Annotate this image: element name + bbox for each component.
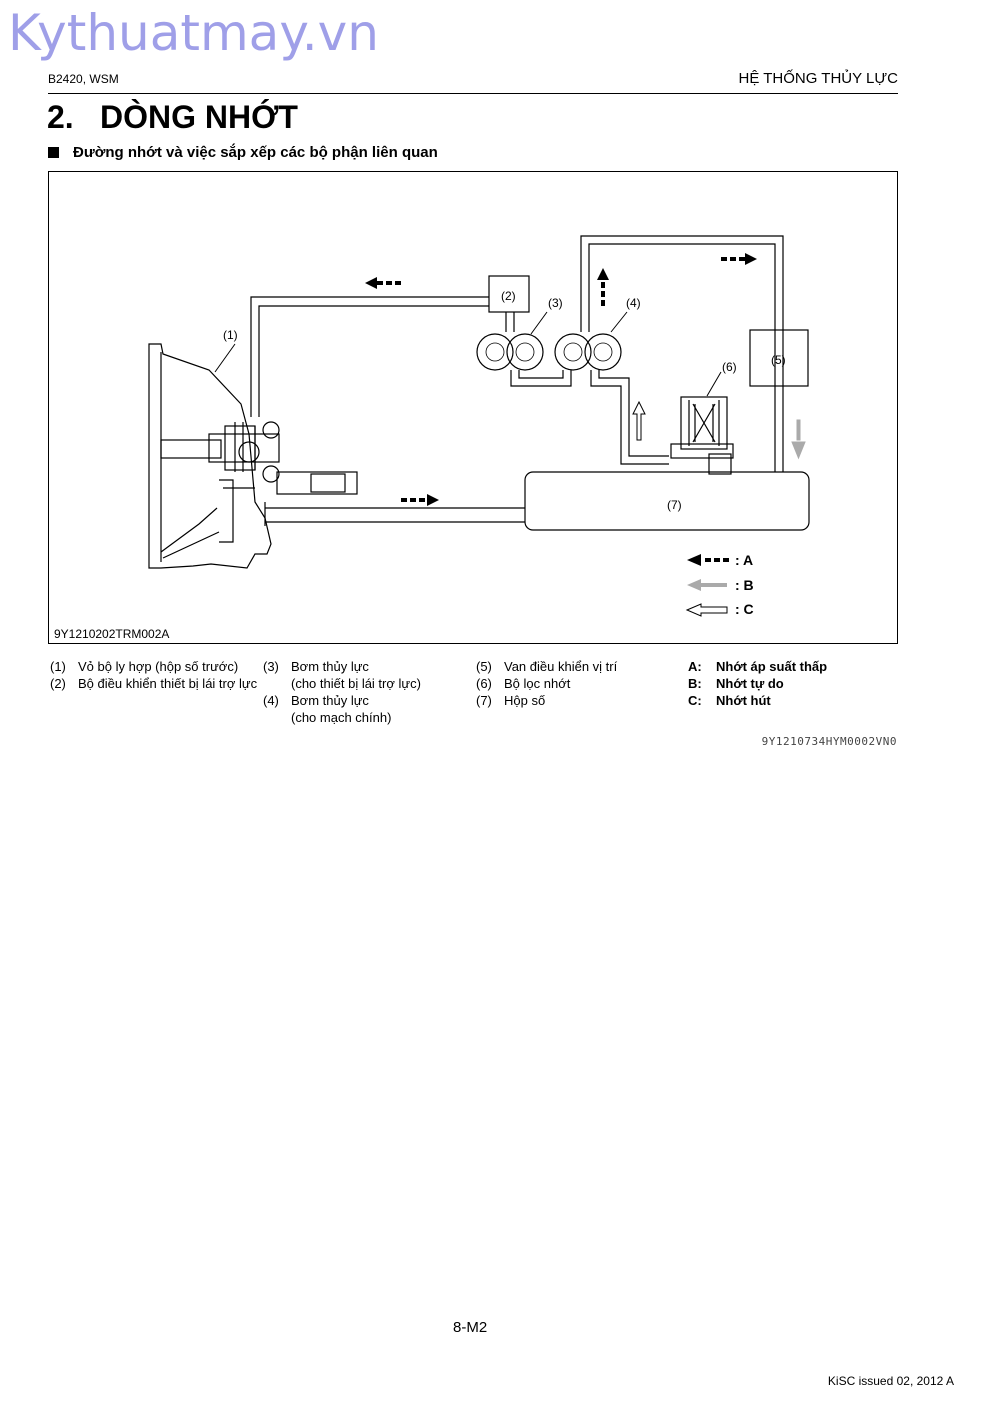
legend-item: C: Nhớt hút — [688, 693, 771, 708]
legend-col-4 — [688, 658, 827, 709]
bullet-square-icon — [48, 147, 59, 158]
legend-item: A: Nhớt áp suất thấp — [688, 659, 828, 674]
arrow-legend-c: : C — [735, 601, 754, 617]
document-code: 9Y1210734HYM0002VN0 — [761, 735, 897, 748]
watermark: Kythuatmay.vn — [8, 4, 379, 62]
legend-item-sub: (cho mạch chính) — [291, 710, 392, 725]
header-rule — [48, 93, 898, 94]
callout-7: (7) — [667, 498, 682, 512]
legend-item: (1) Vỏ bộ ly hợp (hộp số trước) — [50, 659, 239, 674]
legend-item: (2) Bộ điều khiển thiết bị lái trợ lực — [50, 676, 258, 691]
header-section: HỆ THỐNG THỦY LỰC — [738, 70, 898, 87]
callout-5: (5) — [771, 353, 786, 367]
diagram-svg — [49, 172, 897, 643]
callout-2: (2) — [501, 289, 516, 303]
callout-4: (4) — [626, 296, 641, 310]
legend-item: B: Nhớt tự do — [688, 676, 784, 691]
legend-item: (6) Bộ lọc nhớt — [476, 676, 571, 691]
page-number: 8-M2 — [453, 1319, 488, 1336]
legend-col-1 — [50, 658, 257, 692]
subtitle-text: Đường nhớt và việc sắp xếp các bộ phận liên quan — [73, 144, 438, 161]
page-title — [47, 99, 298, 136]
callout-3: (3) — [548, 296, 563, 310]
issue-info: KiSC issued 02, 2012 A — [827, 1374, 954, 1388]
legend-item: (7) Hộp số — [476, 693, 546, 708]
title-text: DÒNG NHỚT — [100, 99, 298, 135]
legend-item-sub: (cho thiết bị lái trợ lực) — [291, 676, 421, 691]
legend-item: (4) Bơm thủy lực — [263, 693, 369, 708]
oil-flow-diagram — [48, 171, 898, 644]
callout-1: (1) — [223, 328, 238, 342]
legend-item: (3) Bơm thủy lực — [263, 659, 369, 674]
arrow-legend-a: : A — [735, 552, 754, 568]
header-model: B2420, WSM — [48, 72, 119, 86]
title-number: 2. — [47, 99, 74, 135]
legend-col-2 — [263, 658, 421, 726]
arrow-legend-b: : B — [735, 577, 754, 593]
section-subtitle — [48, 144, 438, 161]
legend-item: (5) Van điều khiển vị trí — [476, 659, 618, 674]
legend-col-3 — [476, 658, 617, 709]
callout-6: (6) — [722, 360, 737, 374]
figure-code: 9Y1210202TRM002A — [54, 627, 170, 641]
